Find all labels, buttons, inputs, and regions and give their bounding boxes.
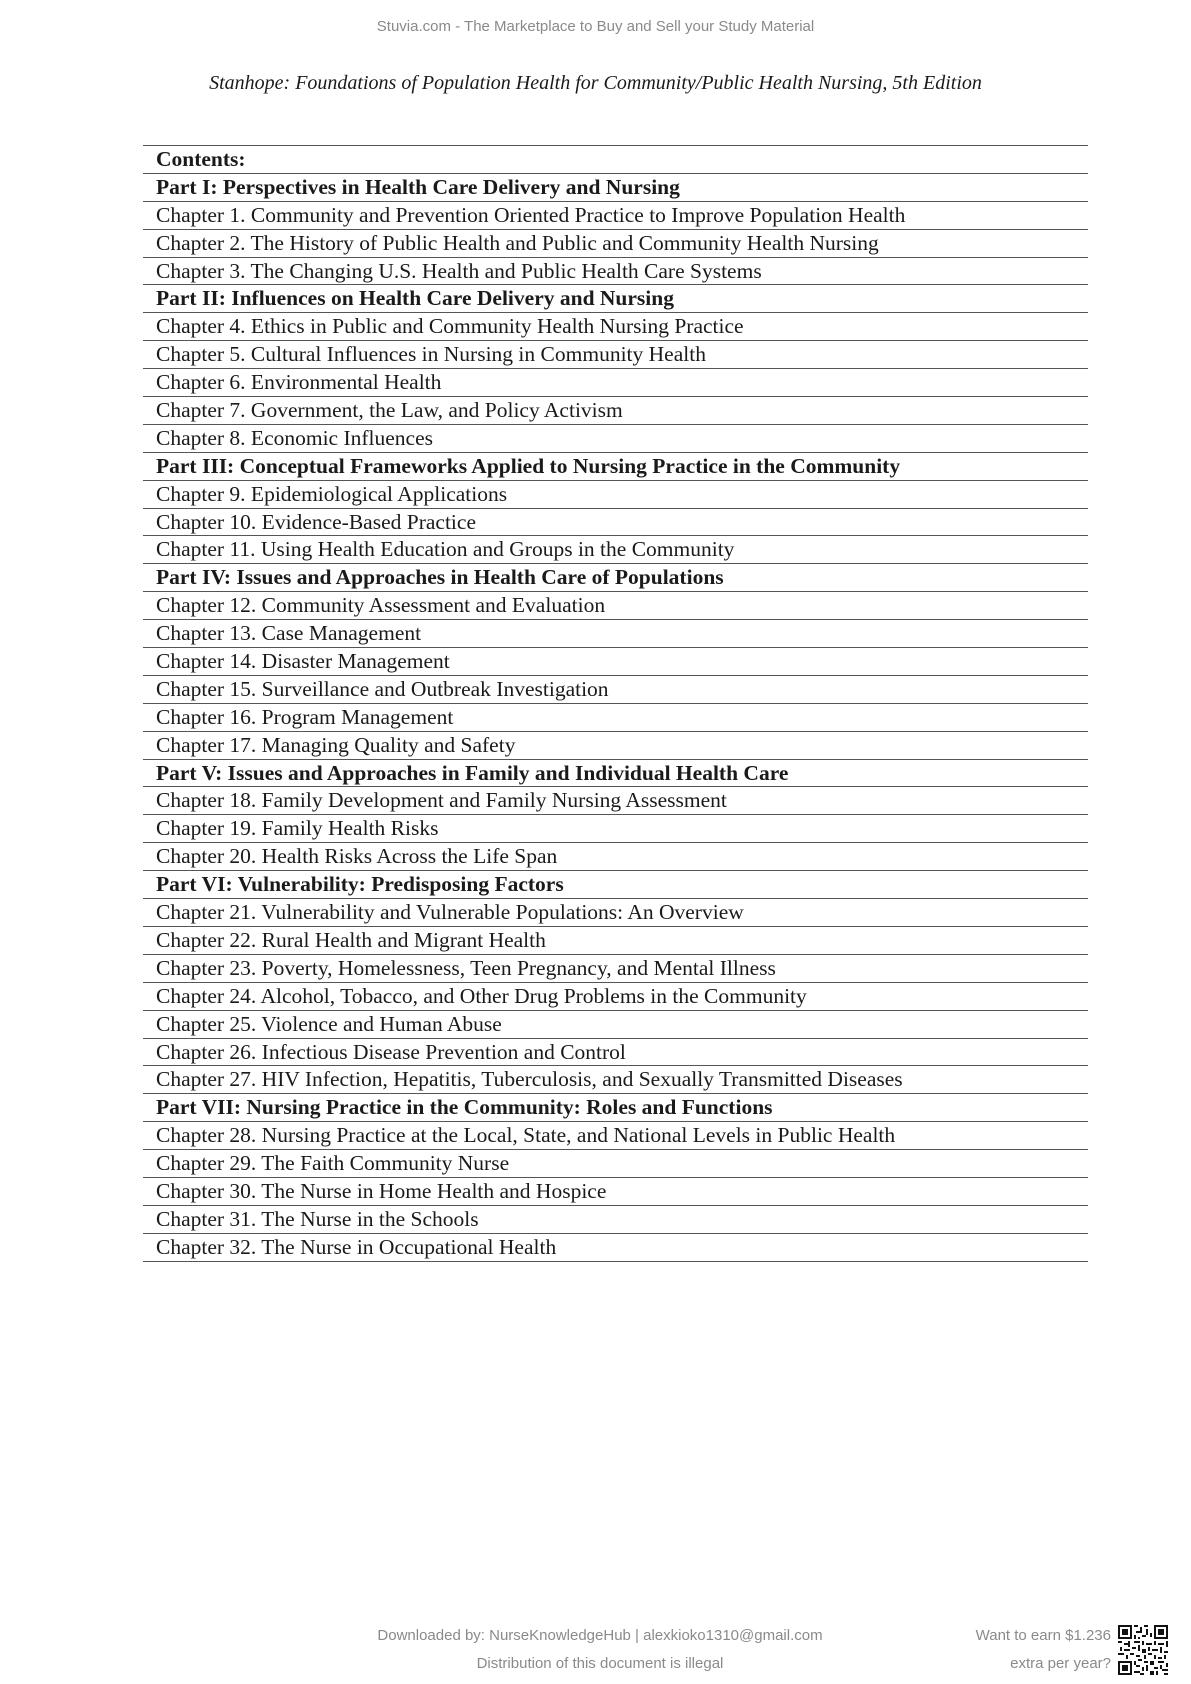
toc-chapter-item: Chapter 8. Economic Influences xyxy=(143,425,1088,453)
toc-chapter-item: Chapter 20. Health Risks Across the Life Span xyxy=(143,843,1088,871)
toc-chapter-item: Chapter 10. Evidence-Based Practice xyxy=(143,509,1088,537)
book-title: Stanhope: Foundations of Population Health for Community/Public Health Nursing, 5th Edition xyxy=(209,72,982,94)
toc-chapter-item: Chapter 18. Family Development and Family Nursing Assessment xyxy=(143,787,1088,815)
table-of-contents xyxy=(143,145,1088,1262)
toc-chapter-item: Chapter 14. Disaster Management xyxy=(143,648,1088,676)
toc-heading: Part V: Issues and Approaches in Family and Individual Health Care xyxy=(143,760,1088,788)
toc-heading: Part IV: Issues and Approaches in Health Care of Populations xyxy=(143,564,1088,592)
stuvia-banner: Stuvia.com - The Marketplace to Buy and Sell your Study Material xyxy=(376,18,815,35)
toc-heading: Part III: Conceptual Frameworks Applied to Nursing Practice in the Community xyxy=(143,453,1088,481)
toc-heading: Part VII: Nursing Practice in the Community: Roles and Functions xyxy=(143,1094,1088,1122)
toc-chapter-item: Chapter 9. Epidemiological Applications xyxy=(143,481,1088,509)
toc-chapter-item: Chapter 13. Case Management xyxy=(143,620,1088,648)
toc-heading: Part II: Influences on Health Care Delivery and Nursing xyxy=(143,285,1088,313)
distribution-notice: Distribution of this document is illegal xyxy=(476,1655,724,1672)
earn-promo[interactable] xyxy=(931,1622,1111,1678)
toc-heading: Part I: Perspectives in Health Care Delivery and Nursing xyxy=(143,174,1088,202)
toc-chapter-item: Chapter 15. Surveillance and Outbreak Investigation xyxy=(143,676,1088,704)
toc-chapter-item: Chapter 3. The Changing U.S. Health and Public Health Care Systems xyxy=(143,258,1088,286)
toc-chapter-item: Chapter 26. Infectious Disease Prevention and Control xyxy=(143,1039,1088,1067)
toc-chapter-item: Chapter 19. Family Health Risks xyxy=(143,815,1088,843)
toc-chapter-item: Chapter 11. Using Health Education and Groups in the Community xyxy=(143,536,1088,564)
footer-download-info xyxy=(345,1622,855,1678)
toc-chapter-item: Chapter 1. Community and Prevention Oriented Practice to Improve Population Health xyxy=(143,202,1088,230)
toc-heading: Contents: xyxy=(143,146,1088,174)
toc-chapter-item: Chapter 6. Environmental Health xyxy=(143,369,1088,397)
toc-chapter-item: Chapter 4. Ethics in Public and Community Health Nursing Practice xyxy=(143,313,1088,341)
earn-promo-line2: extra per year? xyxy=(1010,1655,1111,1672)
toc-chapter-item: Chapter 28. Nursing Practice at the Local, State, and National Levels in Public Health xyxy=(143,1122,1088,1150)
toc-chapter-item: Chapter 17. Managing Quality and Safety xyxy=(143,732,1088,760)
toc-chapter-item: Chapter 2. The History of Public Health and Public and Community Health Nursing xyxy=(143,230,1088,258)
earn-promo-line1: Want to earn $1.236 xyxy=(975,1627,1111,1644)
toc-chapter-item: Chapter 16. Program Management xyxy=(143,704,1088,732)
toc-chapter-item: Chapter 7. Government, the Law, and Policy Activism xyxy=(143,397,1088,425)
toc-chapter-item: Chapter 21. Vulnerability and Vulnerable Populations: An Overview xyxy=(143,899,1088,927)
toc-heading: Part VI: Vulnerability: Predisposing Factors xyxy=(143,871,1088,899)
toc-chapter-item: Chapter 24. Alcohol, Tobacco, and Other Drug Problems in the Community xyxy=(143,983,1088,1011)
toc-chapter-item: Chapter 32. The Nurse in Occupational Health xyxy=(143,1234,1088,1262)
toc-chapter-item: Chapter 27. HIV Infection, Hepatitis, Tuberculosis, and Sexually Transmitted Diseases xyxy=(143,1066,1088,1094)
toc-chapter-item: Chapter 25. Violence and Human Abuse xyxy=(143,1011,1088,1039)
toc-chapter-item: Chapter 22. Rural Health and Migrant Health xyxy=(143,927,1088,955)
toc-chapter-item: Chapter 31. The Nurse in the Schools xyxy=(143,1206,1088,1234)
qr-code-icon[interactable] xyxy=(1118,1625,1168,1675)
downloaded-by-text: Downloaded by: NurseKnowledgeHub | alexkioko1310@gmail.com xyxy=(377,1627,823,1644)
toc-chapter-item: Chapter 12. Community Assessment and Evaluation xyxy=(143,592,1088,620)
toc-chapter-item: Chapter 23. Poverty, Homelessness, Teen Pregnancy, and Mental Illness xyxy=(143,955,1088,983)
toc-chapter-item: Chapter 5. Cultural Influences in Nursing in Community Health xyxy=(143,341,1088,369)
toc-chapter-item: Chapter 29. The Faith Community Nurse xyxy=(143,1150,1088,1178)
toc-chapter-item: Chapter 30. The Nurse in Home Health and Hospice xyxy=(143,1178,1088,1206)
